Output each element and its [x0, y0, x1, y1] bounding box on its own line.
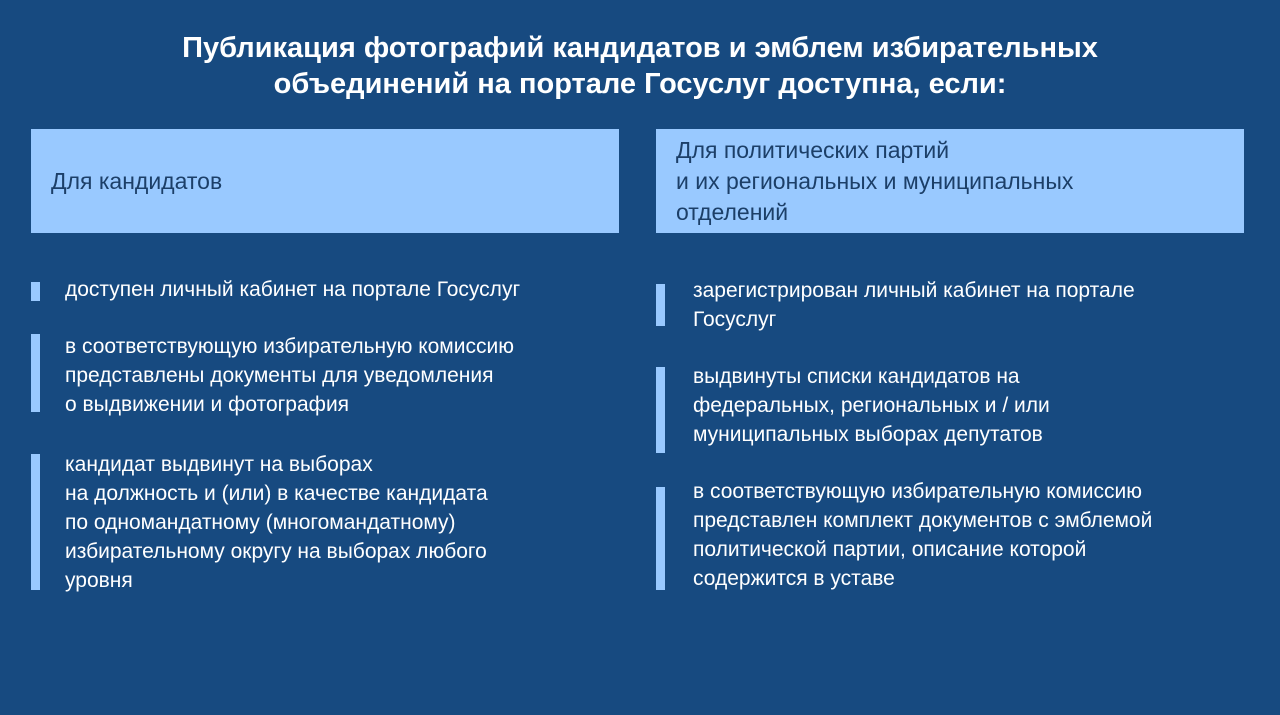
bullet-bar — [656, 367, 665, 453]
parties-header — [656, 129, 1244, 233]
condition-line: о выдвижении и фотография — [65, 393, 350, 416]
condition-line: Госуслуг — [693, 308, 777, 331]
condition-line: федеральных, региональных и / или — [693, 394, 1050, 417]
condition-line: выдвинуты списки кандидатов на — [693, 365, 1020, 388]
condition-line: муниципальных выборах депутатов — [693, 423, 1043, 446]
slide-title — [60, 30, 1220, 102]
bullet-bar — [31, 282, 40, 301]
condition-line: в соответствующую избирательную комиссию — [693, 480, 1142, 503]
bullet-bar — [656, 487, 665, 590]
condition-line: содержится в уставе — [693, 567, 895, 590]
parties-header-line-2: и их региональных и муниципальных — [676, 167, 1074, 194]
condition-line: представлен комплект документов с эмблемой — [693, 509, 1153, 532]
bullet-bar — [31, 334, 40, 412]
slide-title-line-1: Публикация фотографий кандидатов и эмблем избирательных — [182, 32, 1098, 64]
condition-line: на должность и (или) в качестве кандидата — [65, 482, 488, 505]
bullet-bar — [31, 454, 40, 590]
condition-line: кандидат выдвинут на выборах — [65, 453, 373, 476]
slide-title-line-2: объединений на портале Госуслуг доступна, если: — [273, 68, 1007, 100]
candidates-header — [31, 129, 619, 233]
condition-line: по одномандатному (многомандатному) — [65, 511, 456, 534]
condition-line: политической партии, описание которой — [693, 538, 1087, 561]
condition-line: в соответствующую избирательную комиссию — [65, 335, 514, 358]
condition-line: доступен личный кабинет на портале Госуслуг — [65, 278, 521, 301]
parties-header-line-1: Для политических партий — [676, 136, 950, 163]
parties-header-line-3: отделений — [676, 198, 789, 225]
condition-line: представлены документы для уведомления — [65, 364, 494, 387]
candidates-header-label: Для кандидатов — [51, 167, 223, 194]
condition-line: избирательному округу на выборах любого — [65, 540, 487, 563]
condition-line: уровня — [65, 569, 133, 592]
bullet-bar — [656, 284, 665, 326]
condition-line: зарегистрирован личный кабинет на портале — [693, 279, 1135, 302]
